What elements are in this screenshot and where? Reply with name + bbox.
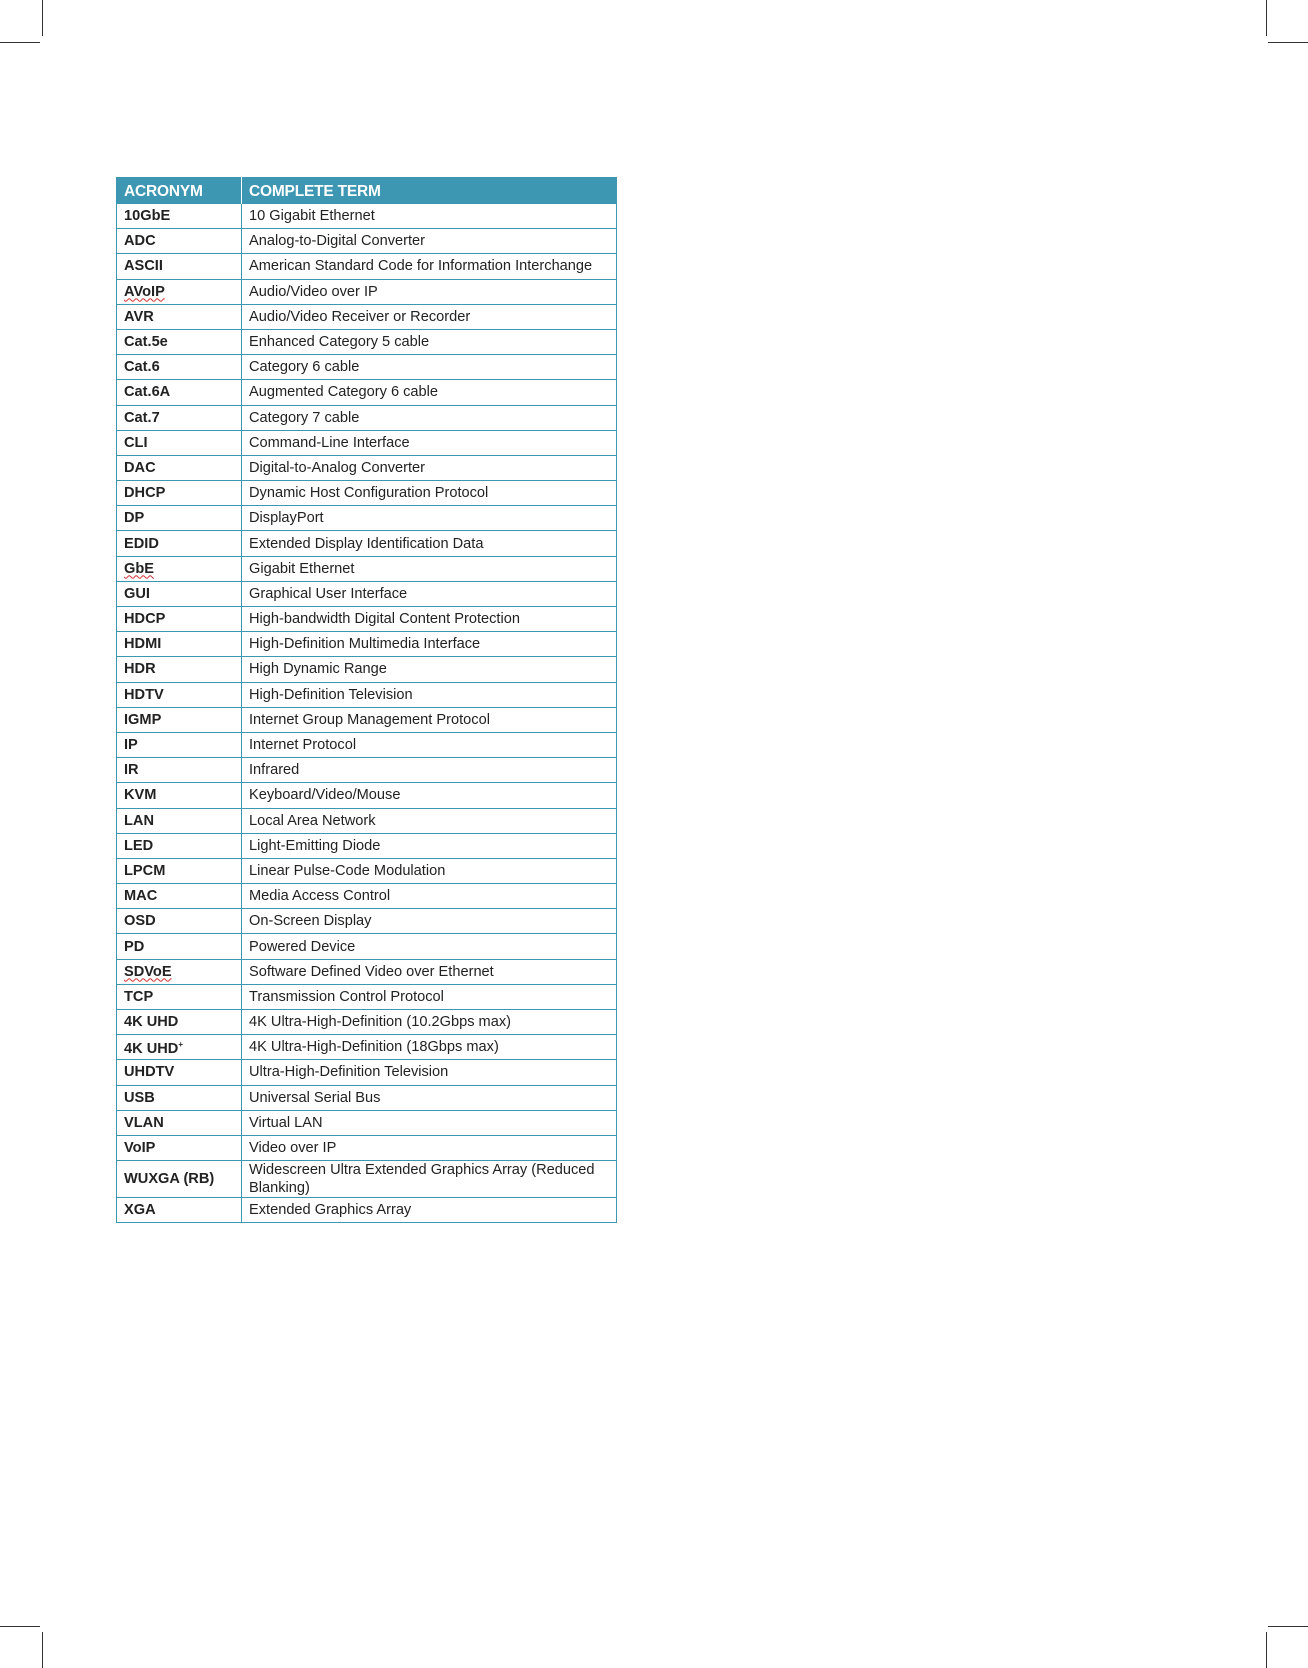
table-body bbox=[117, 204, 617, 1223]
table-row bbox=[117, 556, 617, 581]
term-cell: Virtual LAN bbox=[242, 1110, 617, 1135]
acronym-text: Cat.6A bbox=[124, 384, 171, 401]
crop-mark bbox=[1266, 0, 1267, 36]
table-row bbox=[117, 355, 617, 380]
acronym-cell bbox=[117, 531, 242, 556]
table-row bbox=[117, 229, 617, 254]
acronym-cell bbox=[117, 682, 242, 707]
table-row bbox=[117, 632, 617, 657]
acronym-cell bbox=[117, 304, 242, 329]
acronym-cell bbox=[117, 632, 242, 657]
acronym-text: USB bbox=[124, 1089, 155, 1106]
term-cell: DisplayPort bbox=[242, 506, 617, 531]
acronym-text: 4K UHD bbox=[124, 1014, 179, 1031]
acronym-text: DP bbox=[124, 510, 145, 527]
acronym-cell bbox=[117, 833, 242, 858]
crop-mark bbox=[1268, 1626, 1308, 1627]
term-cell: Widescreen Ultra Extended Graphics Array (Reduced Blanking) bbox=[242, 1161, 617, 1198]
acronym-text: MAC bbox=[124, 888, 158, 905]
acronym-cell bbox=[117, 1161, 242, 1198]
acronym-cell bbox=[117, 858, 242, 883]
acronym-column-header: ACRONYM bbox=[117, 178, 242, 204]
acronym-text: DHCP bbox=[124, 485, 166, 502]
table-row bbox=[117, 1110, 617, 1135]
table-row bbox=[117, 1060, 617, 1085]
table-row bbox=[117, 279, 617, 304]
term-cell: On-Screen Display bbox=[242, 909, 617, 934]
term-cell: Command-Line Interface bbox=[242, 430, 617, 455]
term-cell: 10 Gigabit Ethernet bbox=[242, 204, 617, 229]
term-cell: Internet Group Management Protocol bbox=[242, 707, 617, 732]
acronym-text: SDVoE bbox=[124, 963, 172, 980]
term-cell: Video over IP bbox=[242, 1135, 617, 1160]
acronym-text: LPCM bbox=[124, 862, 166, 879]
acronym-cell bbox=[117, 1035, 242, 1060]
term-cell: Enhanced Category 5 cable bbox=[242, 329, 617, 354]
acronym-text: Cat.5e bbox=[124, 334, 168, 351]
table-row bbox=[117, 581, 617, 606]
term-cell: 4K Ultra-High-Definition (18Gbps max) bbox=[242, 1035, 617, 1060]
table-row bbox=[117, 204, 617, 229]
acronym-cell bbox=[117, 884, 242, 909]
term-cell: Keyboard/Video/Mouse bbox=[242, 783, 617, 808]
table-row bbox=[117, 304, 617, 329]
term-cell: Linear Pulse-Code Modulation bbox=[242, 858, 617, 883]
acronym-text: DAC bbox=[124, 459, 156, 476]
term-cell: Media Access Control bbox=[242, 884, 617, 909]
table-row bbox=[117, 833, 617, 858]
acronym-text: HDMI bbox=[124, 636, 162, 653]
acronym-cell bbox=[117, 607, 242, 632]
acronym-cell bbox=[117, 1085, 242, 1110]
table-row bbox=[117, 1135, 617, 1160]
crop-mark bbox=[42, 1632, 43, 1668]
acronym-cell bbox=[117, 758, 242, 783]
table-row bbox=[117, 1198, 617, 1223]
term-cell: Transmission Control Protocol bbox=[242, 984, 617, 1009]
acronym-text: TCP bbox=[124, 988, 154, 1005]
acronym-superscript: + bbox=[178, 1040, 183, 1050]
term-cell: Universal Serial Bus bbox=[242, 1085, 617, 1110]
acronym-cell bbox=[117, 1010, 242, 1035]
acronym-text: CLI bbox=[124, 434, 148, 451]
acronym-text: ASCII bbox=[124, 258, 163, 275]
acronym-cell bbox=[117, 329, 242, 354]
acronym-cell bbox=[117, 405, 242, 430]
acronym-cell bbox=[117, 229, 242, 254]
acronym-cell bbox=[117, 808, 242, 833]
table-header-row bbox=[117, 178, 617, 204]
term-cell: Infrared bbox=[242, 758, 617, 783]
acronym-text: IR bbox=[124, 762, 139, 779]
table-row bbox=[117, 884, 617, 909]
crop-mark bbox=[0, 1626, 40, 1627]
acronym-cell bbox=[117, 430, 242, 455]
term-cell: High Dynamic Range bbox=[242, 657, 617, 682]
table-row bbox=[117, 758, 617, 783]
acronym-table bbox=[116, 177, 617, 1223]
term-cell: Ultra-High-Definition Television bbox=[242, 1060, 617, 1085]
acronym-cell bbox=[117, 1060, 242, 1085]
table-row bbox=[117, 858, 617, 883]
acronym-text: GUI bbox=[124, 585, 150, 602]
acronym-text: PD bbox=[124, 938, 145, 955]
term-cell: Category 6 cable bbox=[242, 355, 617, 380]
acronym-text: ADC bbox=[124, 233, 156, 250]
table-row bbox=[117, 682, 617, 707]
acronym-text: IP bbox=[124, 737, 138, 754]
table-row bbox=[117, 1085, 617, 1110]
acronym-text: 10GbE bbox=[124, 208, 171, 225]
table-row bbox=[117, 732, 617, 757]
term-cell: Local Area Network bbox=[242, 808, 617, 833]
table-row bbox=[117, 984, 617, 1009]
table-row bbox=[117, 506, 617, 531]
term-cell: Analog-to-Digital Converter bbox=[242, 229, 617, 254]
term-cell: Augmented Category 6 cable bbox=[242, 380, 617, 405]
crop-mark bbox=[1268, 42, 1308, 43]
acronym-cell bbox=[117, 1198, 242, 1223]
acronym-text: GbE bbox=[124, 560, 154, 577]
table-row bbox=[117, 481, 617, 506]
acronym-cell bbox=[117, 909, 242, 934]
acronym-text: LAN bbox=[124, 812, 154, 829]
table-row bbox=[117, 329, 617, 354]
acronym-text: OSD bbox=[124, 913, 156, 930]
acronym-cell bbox=[117, 254, 242, 279]
term-cell: American Standard Code for Information Interchange bbox=[242, 254, 617, 279]
term-cell: High-Definition Multimedia Interface bbox=[242, 632, 617, 657]
term-cell: Dynamic Host Configuration Protocol bbox=[242, 481, 617, 506]
acronym-cell bbox=[117, 481, 242, 506]
table-row bbox=[117, 808, 617, 833]
table-row bbox=[117, 783, 617, 808]
term-cell: High-bandwidth Digital Content Protection bbox=[242, 607, 617, 632]
term-cell: Graphical User Interface bbox=[242, 581, 617, 606]
acronym-text: 4K UHD bbox=[124, 1041, 179, 1058]
acronym-text: XGA bbox=[124, 1202, 156, 1219]
term-cell: Digital-to-Analog Converter bbox=[242, 455, 617, 480]
term-cell: Light-Emitting Diode bbox=[242, 833, 617, 858]
acronym-cell bbox=[117, 380, 242, 405]
acronym-cell bbox=[117, 984, 242, 1009]
acronym-cell bbox=[117, 581, 242, 606]
term-cell: Extended Graphics Array bbox=[242, 1198, 617, 1223]
term-cell: Audio/Video over IP bbox=[242, 279, 617, 304]
acronym-cell bbox=[117, 934, 242, 959]
acronym-text: Cat.6 bbox=[124, 359, 160, 376]
acronym-cell bbox=[117, 707, 242, 732]
acronym-cell bbox=[117, 204, 242, 229]
table-row bbox=[117, 380, 617, 405]
acronym-cell bbox=[117, 556, 242, 581]
table-row bbox=[117, 959, 617, 984]
term-cell: Category 7 cable bbox=[242, 405, 617, 430]
acronym-text: AVR bbox=[124, 308, 154, 325]
table-row bbox=[117, 531, 617, 556]
term-column-header: COMPLETE TERM bbox=[242, 178, 617, 204]
acronym-text: IGMP bbox=[124, 711, 162, 728]
acronym-text: AVoIP bbox=[124, 283, 165, 300]
table-row bbox=[117, 455, 617, 480]
acronym-text: EDID bbox=[124, 535, 159, 552]
acronym-cell bbox=[117, 959, 242, 984]
acronym-text: VoIP bbox=[124, 1140, 156, 1157]
acronym-text: KVM bbox=[124, 787, 157, 804]
term-cell: 4K Ultra-High-Definition (10.2Gbps max) bbox=[242, 1010, 617, 1035]
acronym-text: UHDTV bbox=[124, 1064, 175, 1081]
term-cell: Gigabit Ethernet bbox=[242, 556, 617, 581]
acronym-text: HDCP bbox=[124, 611, 166, 628]
table-row bbox=[117, 1161, 617, 1198]
acronym-cell bbox=[117, 732, 242, 757]
table-row bbox=[117, 607, 617, 632]
table-row bbox=[117, 1010, 617, 1035]
term-cell: Internet Protocol bbox=[242, 732, 617, 757]
crop-mark bbox=[0, 42, 40, 43]
term-cell: Software Defined Video over Ethernet bbox=[242, 959, 617, 984]
term-cell: Powered Device bbox=[242, 934, 617, 959]
acronym-cell bbox=[117, 455, 242, 480]
table-row bbox=[117, 254, 617, 279]
crop-mark bbox=[42, 0, 43, 36]
acronym-cell bbox=[117, 1135, 242, 1160]
acronym-cell bbox=[117, 1110, 242, 1135]
term-cell: Audio/Video Receiver or Recorder bbox=[242, 304, 617, 329]
acronym-text: LED bbox=[124, 837, 154, 854]
acronym-cell bbox=[117, 279, 242, 304]
acronym-cell bbox=[117, 783, 242, 808]
term-cell: High-Definition Television bbox=[242, 682, 617, 707]
acronym-text: HDR bbox=[124, 661, 156, 678]
acronym-cell bbox=[117, 355, 242, 380]
crop-mark bbox=[1266, 1632, 1267, 1668]
table-row bbox=[117, 1035, 617, 1060]
acronym-text: Cat.7 bbox=[124, 409, 160, 426]
table-row bbox=[117, 405, 617, 430]
acronym-text: VLAN bbox=[124, 1114, 164, 1131]
table-row bbox=[117, 657, 617, 682]
acronym-text: HDTV bbox=[124, 686, 164, 703]
term-cell: Extended Display Identification Data bbox=[242, 531, 617, 556]
table-row bbox=[117, 430, 617, 455]
table-row bbox=[117, 934, 617, 959]
acronym-text: WUXGA (RB) bbox=[124, 1171, 215, 1188]
acronym-cell bbox=[117, 657, 242, 682]
table-row bbox=[117, 909, 617, 934]
table-row bbox=[117, 707, 617, 732]
acronym-cell bbox=[117, 506, 242, 531]
